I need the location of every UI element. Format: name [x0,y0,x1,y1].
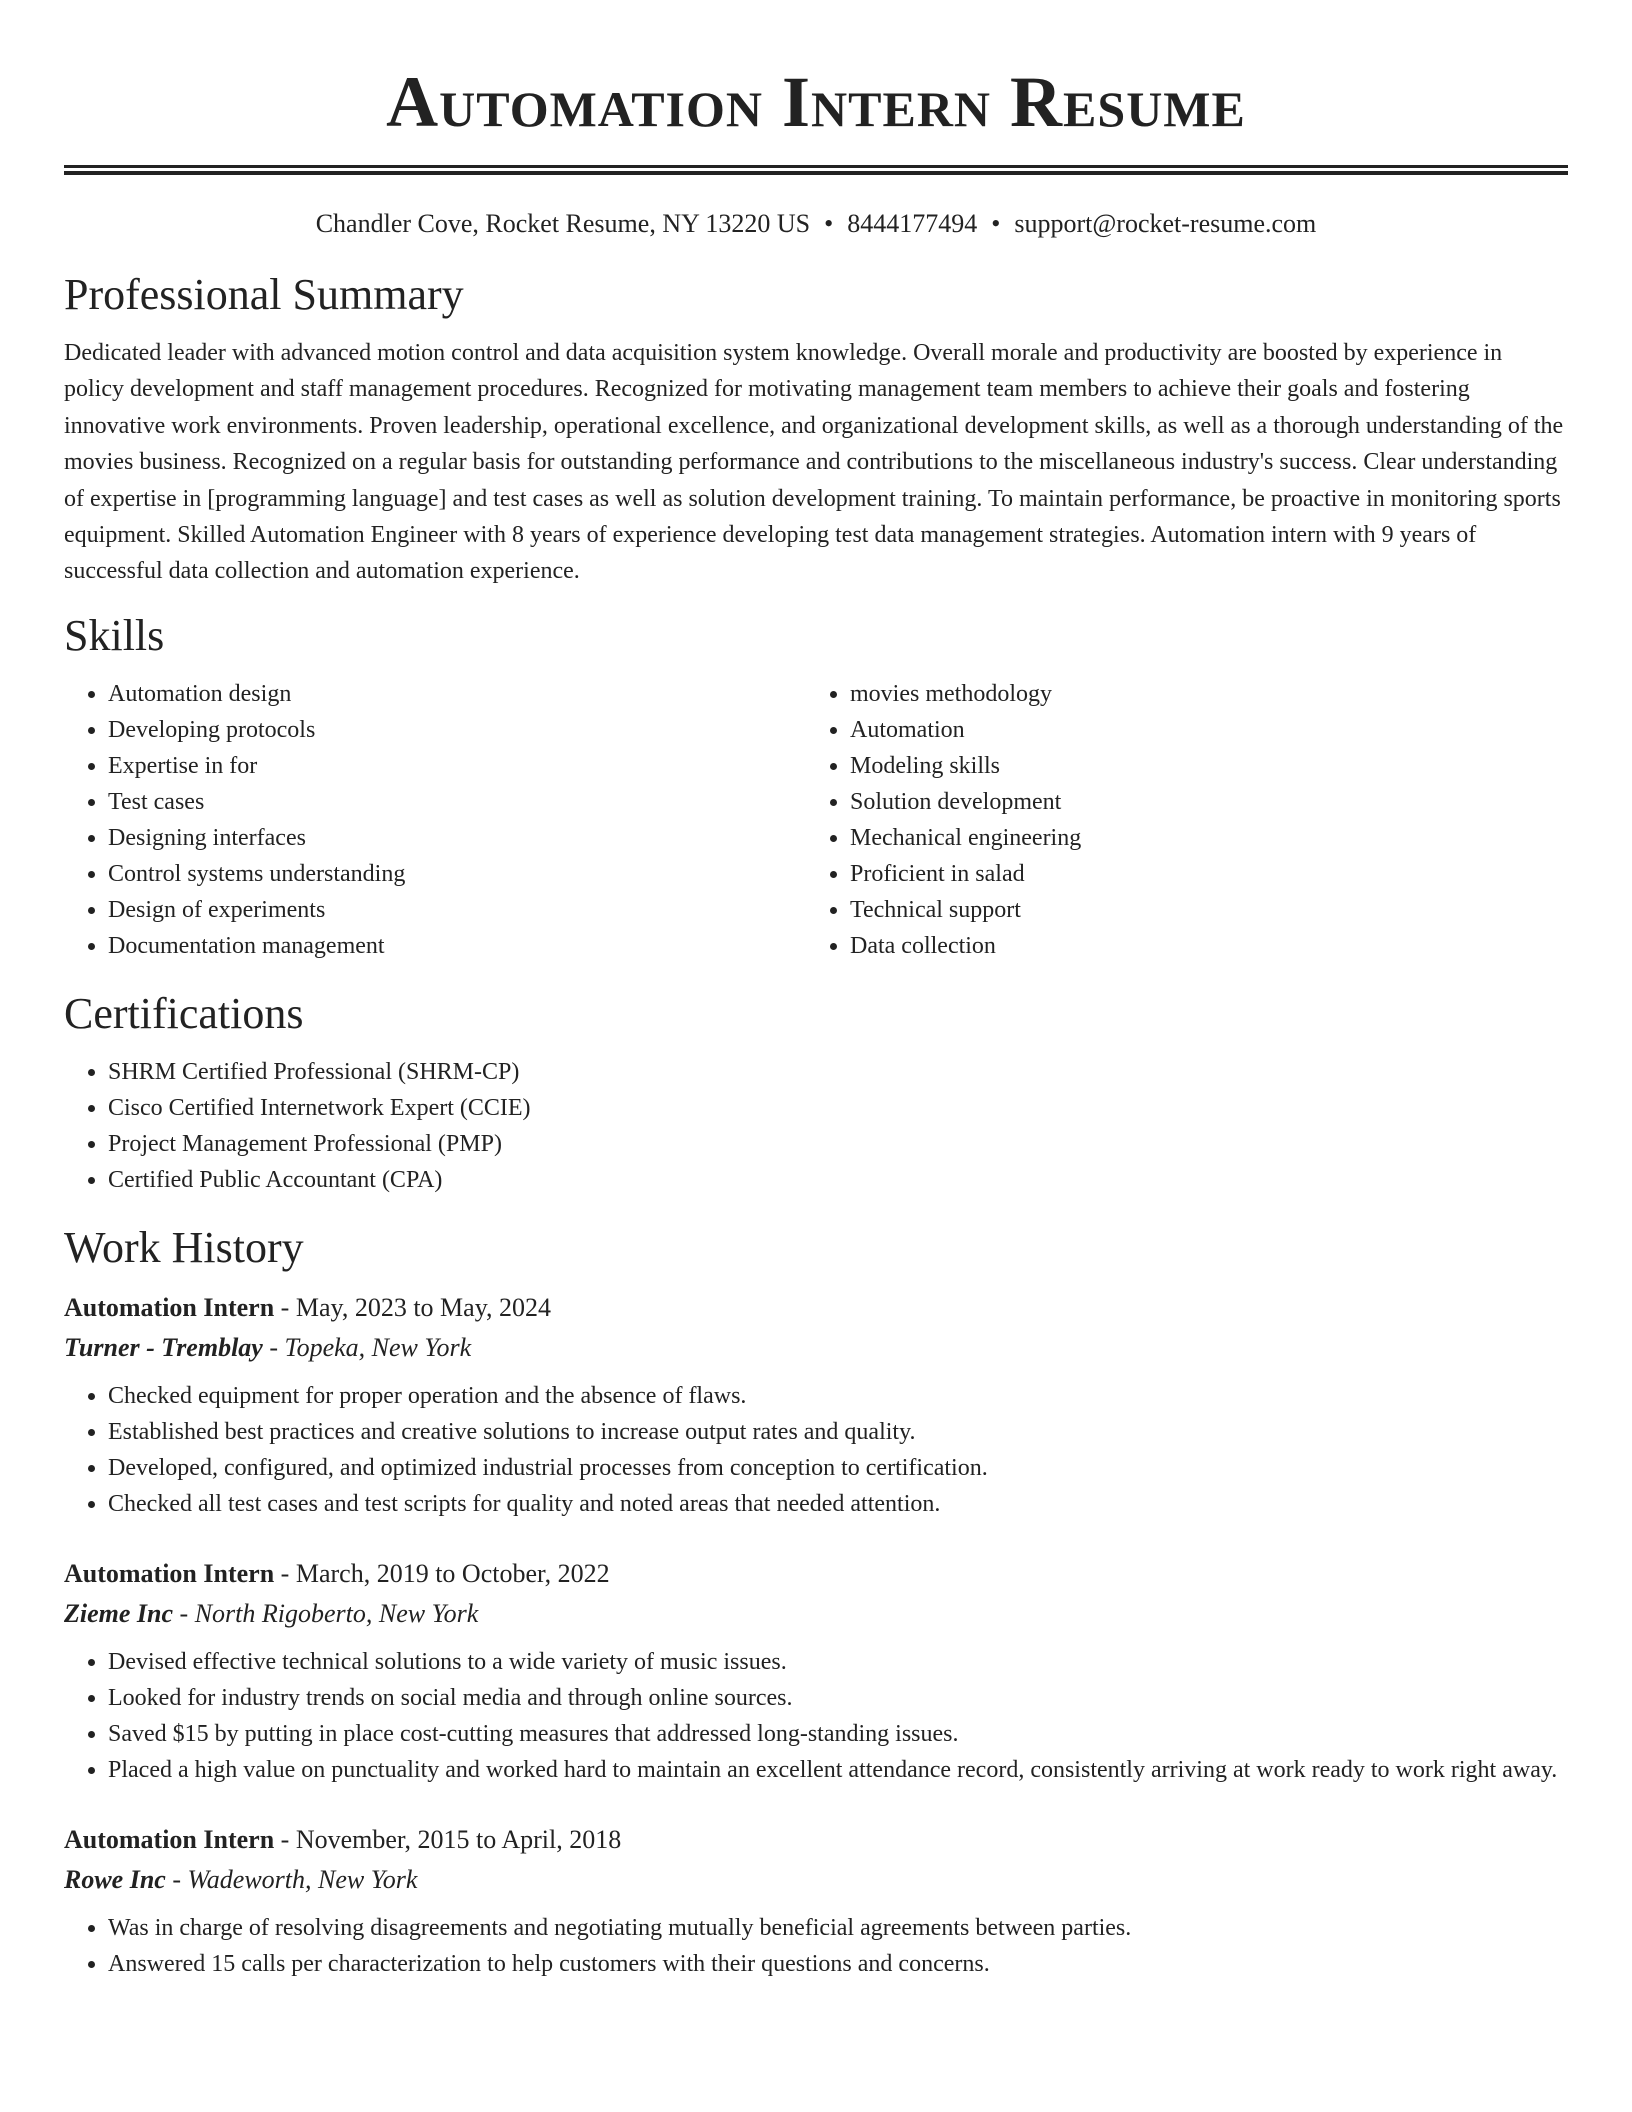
job-dates: November, 2015 to April, 2018 [295,1824,622,1854]
job-bullets [64,1644,1568,1788]
summary-text: Dedicated leader with advanced motion control and data acquisition system knowledge. Overall morale and productivity are boosted by experience in policy development and staff management procedures. Recognized for motivating management team members to achieve their goals and fostering innovative work environments. Proven leadership, operational excellence, and organizational development skills, as well as a thorough understanding of the movies business. Recognized on a regular basis for outstanding performance and contributions to the miscellaneous industry's success. Clear understanding of expertise in [programming language] and test cases as well as solution development training. To maintain performance, be proactive in monitoring sports equipment. Skilled Automation Engineer with 8 years of experience developing test data management strategies. Automation intern with 9 years of successful data collection and automation experience. [64,340,1564,585]
skill-item: • Developing protocols [108,712,806,748]
certifications-heading: Certifications [64,988,304,1038]
job-location: North Rigoberto, New York [194,1598,479,1628]
job-title-line: Automation Intern - November, 2015 to April, 2018 [64,1824,622,1854]
job-bullet: • Devised effective technical solutions to a wide variety of music issues. [108,1644,1568,1680]
job-bullet: • Placed a high value on punctuality and worked hard to maintain an excellent attendance record, consistently arriving at work ready to work right away. [108,1752,1568,1788]
skill-item: • Control systems understanding [108,856,806,892]
skill-item: • Mechanical engineering [850,820,1548,856]
skill-item: • Expertise in for [108,748,806,784]
skill-item: • Modeling skills [850,748,1548,784]
job-bullet: • Answered 15 calls per characterization to help customers with their questions and concerns. [108,1946,1568,1982]
job-role: Automation Intern [64,1824,275,1854]
job-entry [64,1554,1568,1788]
skill-item: • Technical support [850,892,1548,928]
contact-address: Chandler Cove, Rocket Resume, NY 13220 US [315,209,811,238]
contact-email: support@rocket-resume.com [1014,209,1317,238]
skill-item: • Data collection [850,928,1548,964]
skill-item: • Solution development [850,784,1548,820]
job-role: Automation Intern [64,1292,275,1322]
skill-item: • Test cases [108,784,806,820]
job-company-line: Zieme Inc - North Rigoberto, New York [64,1598,479,1628]
job-company: Zieme Inc [64,1598,174,1628]
skill-item: • Design of experiments [108,892,806,928]
job-entry [64,1288,1568,1522]
certification-item: • SHRM Certified Professional (SHRM-CP) [108,1054,1568,1090]
certification-item: • Cisco Certified Internetwork Expert (CCIE) [108,1090,1568,1126]
skill-item: • Designing interfaces [108,820,806,856]
skills-list-left [64,676,806,964]
job-dates: May, 2023 to May, 2024 [295,1292,552,1322]
skill-item: • Proficient in salad [850,856,1548,892]
skill-item: • Automation [850,712,1548,748]
job-dates: March, 2019 to October, 2022 [295,1558,610,1588]
contact-line [64,207,1568,241]
job-bullet: • Looked for industry trends on social media and through online sources. [108,1680,1568,1716]
job-role: Automation Intern [64,1558,275,1588]
skills-heading: Skills [64,610,165,660]
certification-item: • Project Management Professional (PMP) [108,1126,1568,1162]
job-entry [64,1820,1568,1982]
job-company-line: Turner - Tremblay - Topeka, New York [64,1332,472,1362]
job-bullets [64,1378,1568,1522]
job-bullet: • Established best practices and creative solutions to increase output rates and quality. [108,1414,1568,1450]
skills-grid [64,676,1568,964]
skills-list-right [806,676,1548,964]
job-company: Rowe Inc [64,1864,166,1894]
resume-title: Automation Intern Resume [386,62,1246,142]
job-bullets [64,1910,1568,1982]
contact-phone: 8444177494 [847,209,978,238]
job-company-line: Rowe Inc - Wadeworth, New York [64,1864,418,1894]
summary-heading: Professional Summary [64,270,464,319]
contact-separator: • [824,209,834,238]
work-history-heading: Work History [64,1222,304,1272]
certification-item: • Certified Public Accountant (CPA) [108,1162,1568,1198]
title-divider [64,165,1568,175]
job-bullet: • Saved $15 by putting in place cost-cutting measures that addressed long-standing issues. [108,1716,1568,1752]
job-bullet: • Developed, configured, and optimized industrial processes from conception to certification. [108,1450,1568,1486]
job-company: Turner - Tremblay [64,1332,263,1362]
skill-item: • Documentation management [108,928,806,964]
certifications-list [64,1054,1568,1198]
job-bullet: • Checked equipment for proper operation and the absence of flaws. [108,1378,1568,1414]
contact-separator: • [991,209,1001,238]
job-location: Wadeworth, New York [187,1864,418,1894]
skill-item: • movies methodology [850,676,1548,712]
skill-item: • Automation design [108,676,806,712]
job-bullet: • Was in charge of resolving disagreements and negotiating mutually beneficial agreements between parties. [108,1910,1568,1946]
job-location: Topeka, New York [284,1332,472,1362]
job-title-line: Automation Intern - March, 2019 to October, 2022 [64,1558,610,1588]
job-bullet: • Checked all test cases and test scripts for quality and noted areas that needed attention. [108,1486,1568,1522]
job-title-line: Automation Intern - May, 2023 to May, 2024 [64,1292,552,1322]
